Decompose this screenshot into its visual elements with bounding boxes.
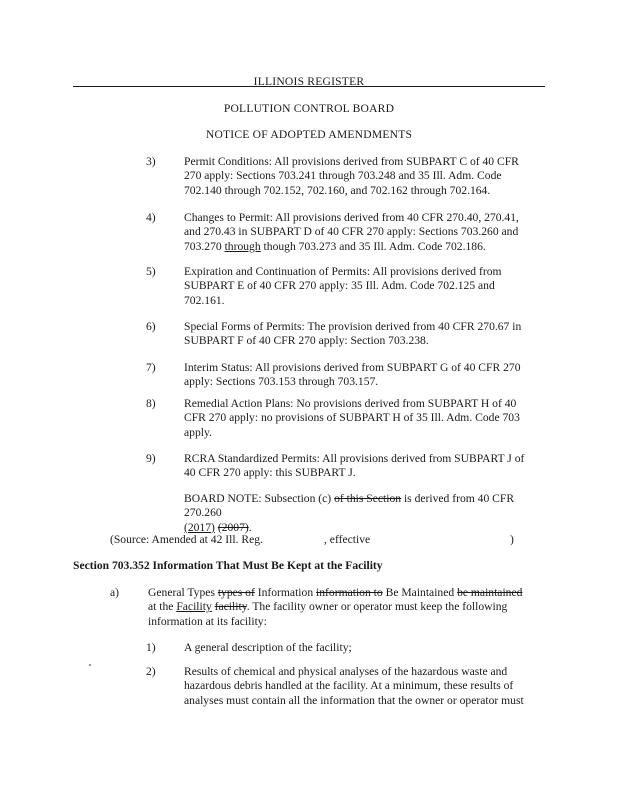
item-line: Special Forms of Permits: The provision derived from 40 CFR 270.67 in (184, 320, 522, 333)
item-line: analyses must contain all the information that the owner or operator must (184, 693, 524, 707)
item-number: 5) (146, 265, 156, 278)
item-number: 9) (146, 452, 156, 465)
item-line: 40 CFR 270 apply: this SUBPART J. (184, 466, 356, 480)
item-line: 702.161. (184, 293, 225, 307)
section-heading: Section 703.352 Information That Must Be Kept at the Facility (73, 559, 383, 572)
register-title: ILLINOIS REGISTER (253, 75, 365, 88)
deleted-text: types of (217, 586, 255, 599)
item-line: A general description of the facility; (184, 641, 352, 654)
item-number: 2) (146, 665, 156, 678)
deleted-text: facility (214, 600, 247, 614)
item-text (184, 211, 546, 254)
item-line: Permit Conditions: All provisions derived from SUBPART C of 40 CFR (184, 155, 519, 168)
board-title: POLLUTION CONTROL BOARD (223, 102, 395, 115)
item-line: hazardous debris handled at the facility. At a minimum, these results of (184, 679, 514, 693)
item-text (184, 155, 546, 198)
inserted-text: through (224, 239, 261, 253)
item-line: Remedial Action Plans: No provisions derived from SUBPART H of 40 (184, 397, 517, 410)
item-number: 1) (146, 641, 156, 654)
item-line: and 270.43 in SUBPART D of 40 CFR 270 apply: Sections 703.260 and (184, 225, 519, 239)
item-line: Interim Status: All provisions derived from SUBPART G of 40 CFR 270 (184, 361, 521, 374)
item-line: CFR 270 apply: no provisions of SUBPART H of 35 Ill. Adm. Code 703 (184, 411, 520, 425)
item-number: a) (110, 586, 120, 599)
item-text (184, 397, 546, 440)
item-line: apply: Sections 703.153 through 703.157. (184, 375, 379, 389)
board-note (184, 492, 546, 535)
header-rule-mark (360, 86, 440, 87)
note-line: BOARD NOTE: Subsection (c) of this Section is derived from 40 CFR 270.260 (184, 492, 515, 520)
deleted-text: information to (316, 586, 383, 599)
item-text (184, 361, 546, 390)
item-line: SUBPART F of 40 CFR 270 apply: Section 703.238. (184, 334, 429, 348)
inserted-text: Facility (176, 600, 212, 614)
deleted-text: be maintained (457, 586, 523, 599)
source-line: (Source: Amended at 42 Ill. Reg. , effective ) (110, 533, 514, 546)
item-text (184, 641, 546, 655)
item-line: Results of chemical and physical analyses of the hazardous waste and (184, 665, 508, 678)
item-text (184, 452, 546, 481)
header-rule (73, 86, 545, 87)
item-text (184, 320, 546, 349)
scan-speck (89, 664, 91, 666)
item-line: RCRA Standardized Permits: All provisions derived from SUBPART J of (184, 452, 525, 465)
deleted-text: (2007) (217, 520, 249, 534)
item-line: apply. (184, 425, 212, 439)
item-line: Expiration and Continuation of Permits: All provisions derived from (184, 265, 502, 278)
item-line: 270 apply: Sections 703.241 through 703.248 and 35 Ill. Adm. Code (184, 169, 502, 183)
item-line: 703.270 through though 703.273 and 35 Ill. Adm. Code 702.186. (184, 239, 486, 253)
item-line: SUBPART E of 40 CFR 270 apply: 35 Ill. Adm. Code 702.125 and (184, 279, 495, 293)
item-text (184, 665, 546, 708)
item-number: 6) (146, 320, 156, 333)
item-number: 7) (146, 361, 156, 374)
item-line: General Types types of Information information to Be Maintained be maintained (148, 586, 523, 599)
note-line: (2017) (2007). (184, 520, 252, 534)
inserted-text: (2017) (184, 520, 215, 534)
notice-title: NOTICE OF ADOPTED AMENDMENTS (205, 128, 413, 141)
item-line: Changes to Permit: All provisions derived from 40 CFR 270.40, 270.41, (184, 211, 519, 224)
item-number: 4) (146, 211, 156, 224)
item-line: at the Facility facility. The facility owner or operator must keep the following (148, 600, 508, 614)
deleted-text: of this Section (334, 492, 402, 505)
item-text (184, 265, 546, 308)
item-number: 3) (146, 155, 156, 168)
item-line: 702.140 through 702.152, 702.160, and 702.162 through 702.164. (184, 183, 491, 197)
item-line: information at its facility: (148, 614, 267, 628)
item-text (148, 586, 546, 629)
item-number: 8) (146, 397, 156, 410)
